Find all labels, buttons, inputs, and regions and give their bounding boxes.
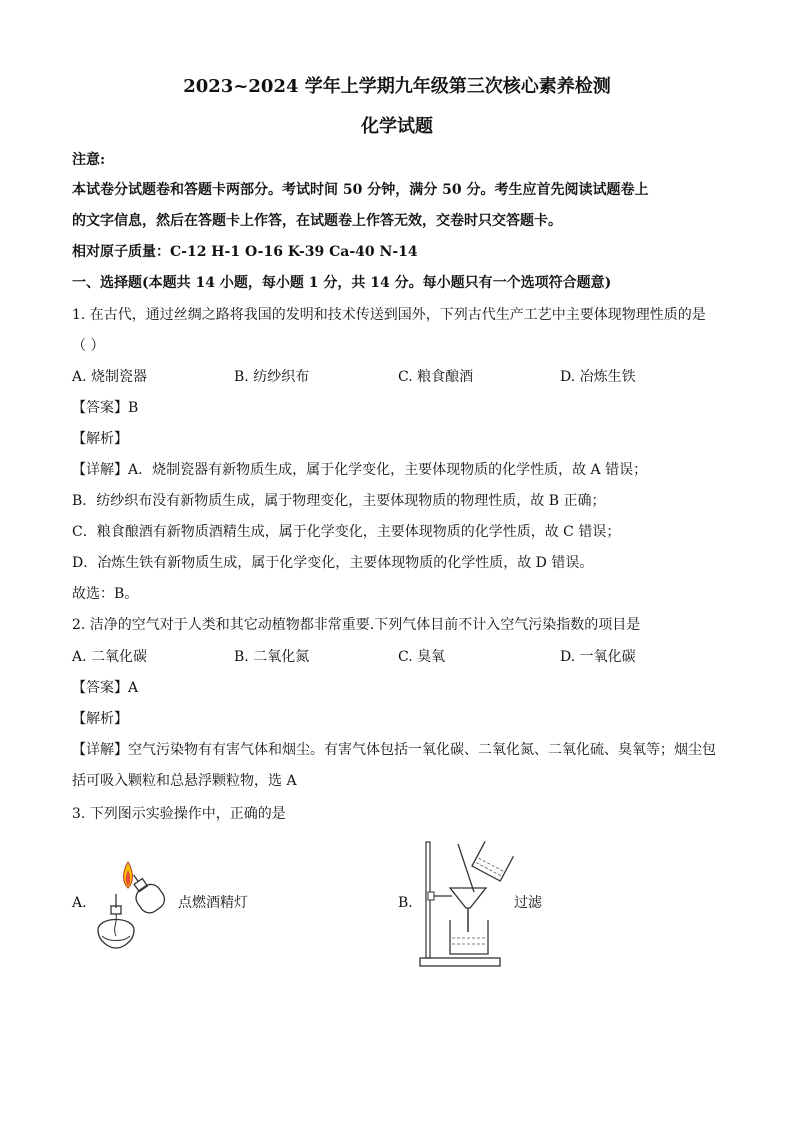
q1-detail-d: D．冶炼生铁有新物质生成，属于化学变化，主要体现物质的化学性质，故 D 错误。 bbox=[72, 555, 594, 571]
q1-detail-b: B．纺纱织布没有新物质生成，属于物理变化，主要体现物质的物理性质，故 B 正确； bbox=[72, 493, 606, 509]
q2-option-d: D. 一氧化碳 bbox=[560, 649, 636, 665]
q2-stem: 2. 洁净的空气对于人类和其它动植物都非常重要.下列气体目前不计入空气污染指数的项目是 bbox=[72, 617, 641, 633]
q2-option-c: C. 臭氧 bbox=[398, 649, 446, 665]
q3-option-a-caption: 点燃酒精灯 bbox=[178, 895, 248, 911]
page-subtitle: 化学试题 bbox=[361, 116, 433, 137]
notice-text-1: 本试卷分试题卷和答题卡两部分。考试时间 50 分钟，满分 50 分。考生应首先阅读试题卷上 bbox=[72, 182, 649, 198]
page-title: 2023~2024 学年上学期九年级第三次核心素养检测 bbox=[183, 76, 611, 97]
q3-option-b-caption: 过滤 bbox=[514, 895, 542, 911]
q1-option-c: C. 粮食酿酒 bbox=[398, 369, 474, 385]
q3-option-b-letter: B. bbox=[398, 895, 413, 911]
notice-text-2: 的文字信息，然后在答题卡上作答，在试题卷上作答无效，交卷时只交答题卡。 bbox=[72, 213, 562, 229]
beaker-icon bbox=[450, 920, 488, 954]
q1-stem: 1. 在古代，通过丝绸之路将我国的发明和技术传送到国外，下列古代生产工艺中主要体现物理性质的是 bbox=[72, 307, 706, 323]
q1-stem-bracket: （ ） bbox=[72, 338, 105, 354]
q2-analysis-label: 【解析】 bbox=[72, 711, 128, 727]
q3-stem: 3. 下列图示实验操作中，正确的是 bbox=[72, 806, 286, 822]
funnel-icon bbox=[450, 888, 486, 908]
alcohol-lamp-figure bbox=[92, 856, 182, 956]
q1-conclusion: 故选：B。 bbox=[72, 586, 139, 602]
pouring-beaker-icon bbox=[472, 841, 513, 881]
atomic-masses: 相对原子质量：C-12 H-1 O-16 K-39 Ca-40 N-14 bbox=[72, 244, 418, 260]
q1-option-a: A. 烧制瓷器 bbox=[72, 369, 148, 385]
q1-option-b: B. 纺纱织布 bbox=[234, 369, 310, 385]
q2-option-a: A. 二氧化碳 bbox=[72, 649, 148, 665]
q1-detail-a: 【详解】A．烧制瓷器有新物质生成，属于化学变化，主要体现物质的化学性质，故 A 错误； bbox=[72, 462, 648, 478]
q2-detail-1: 【详解】空气污染物有有害气体和烟尘。有害气体包括一氧化碳、二氧化氮、二氧化硫、臭氧等；烟尘包 bbox=[72, 742, 716, 758]
q1-detail-c: C．粮食酿酒有新物质酒精生成，属于化学变化，主要体现物质的化学性质，故 C 错误； bbox=[72, 524, 621, 540]
q2-option-b: B. 二氧化氮 bbox=[234, 649, 310, 665]
q2-answer: 【答案】A bbox=[72, 680, 139, 696]
stand-base-icon bbox=[420, 958, 500, 966]
q1-answer: 【答案】B bbox=[72, 400, 139, 416]
glass-rod-icon bbox=[458, 844, 474, 892]
q2-detail-2: 括可吸入颗粒和总悬浮颗粒物，选 A bbox=[72, 773, 297, 789]
q1-analysis-label: 【解析】 bbox=[72, 431, 128, 447]
section-heading: 一、选择题(本题共 14 小题，每小题 1 分，共 14 分。每小题只有一个选项符合题意) bbox=[72, 275, 612, 291]
q3-option-a-letter: A. bbox=[72, 895, 87, 911]
filtration-apparatus-figure bbox=[416, 836, 516, 970]
lower-lamp-icon bbox=[98, 894, 134, 948]
notice-label: 注意: bbox=[72, 152, 106, 168]
q1-option-d: D. 冶炼生铁 bbox=[560, 369, 636, 385]
